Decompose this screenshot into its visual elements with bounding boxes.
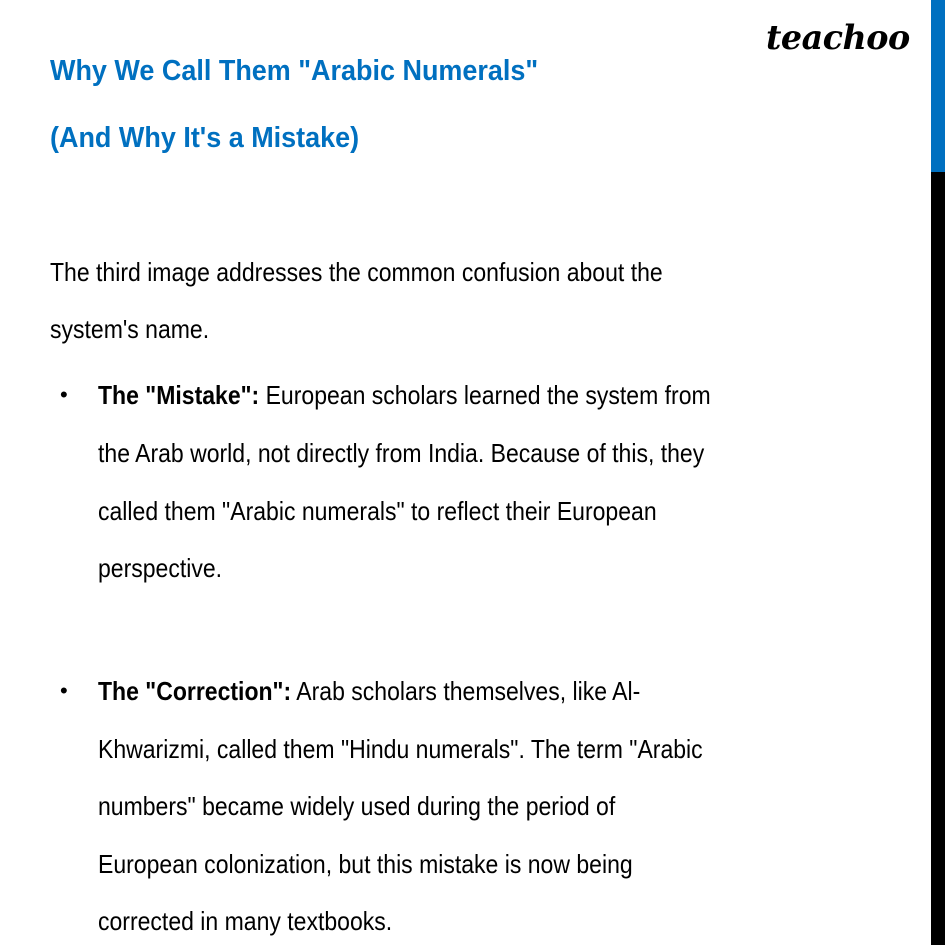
intro-line: The third image addresses the common confusion about the (50, 257, 663, 287)
bullet-line: corrected in many textbooks. (98, 906, 393, 936)
accent-bar (931, 0, 945, 172)
intro-line: system's name. (50, 314, 210, 344)
bullet-first-line (98, 377, 711, 413)
page-title: Why We Call Them "Arabic Numerals" (50, 55, 539, 87)
side-bar (931, 172, 945, 945)
bullet-line: called them "Arabic numerals" to reflect their European (98, 496, 657, 526)
teachoo-logo: teachoo (766, 18, 910, 58)
bullet-text: European scholars learned the system from (259, 380, 711, 410)
page-subtitle: (And Why It's a Mistake) (50, 122, 360, 154)
bullet-label: The "Correction": (98, 676, 292, 706)
bullet-line: perspective. (98, 553, 223, 583)
bullet-icon: • (60, 678, 68, 703)
bullet-line: numbers" became widely used during the period of (98, 791, 616, 821)
bullet-line: the Arab world, not directly from India. Because of this, they (98, 438, 705, 468)
bullet-label: The "Mistake": (98, 380, 260, 410)
bullet-first-line (98, 673, 640, 709)
bullet-icon: • (60, 382, 68, 407)
bullet-text: Arab scholars themselves, like Al- (291, 676, 641, 706)
bullet-line: European colonization, but this mistake is now being (98, 849, 633, 879)
bullet-line: Khwarizmi, called them "Hindu numerals". The term "Arabic (98, 734, 703, 764)
